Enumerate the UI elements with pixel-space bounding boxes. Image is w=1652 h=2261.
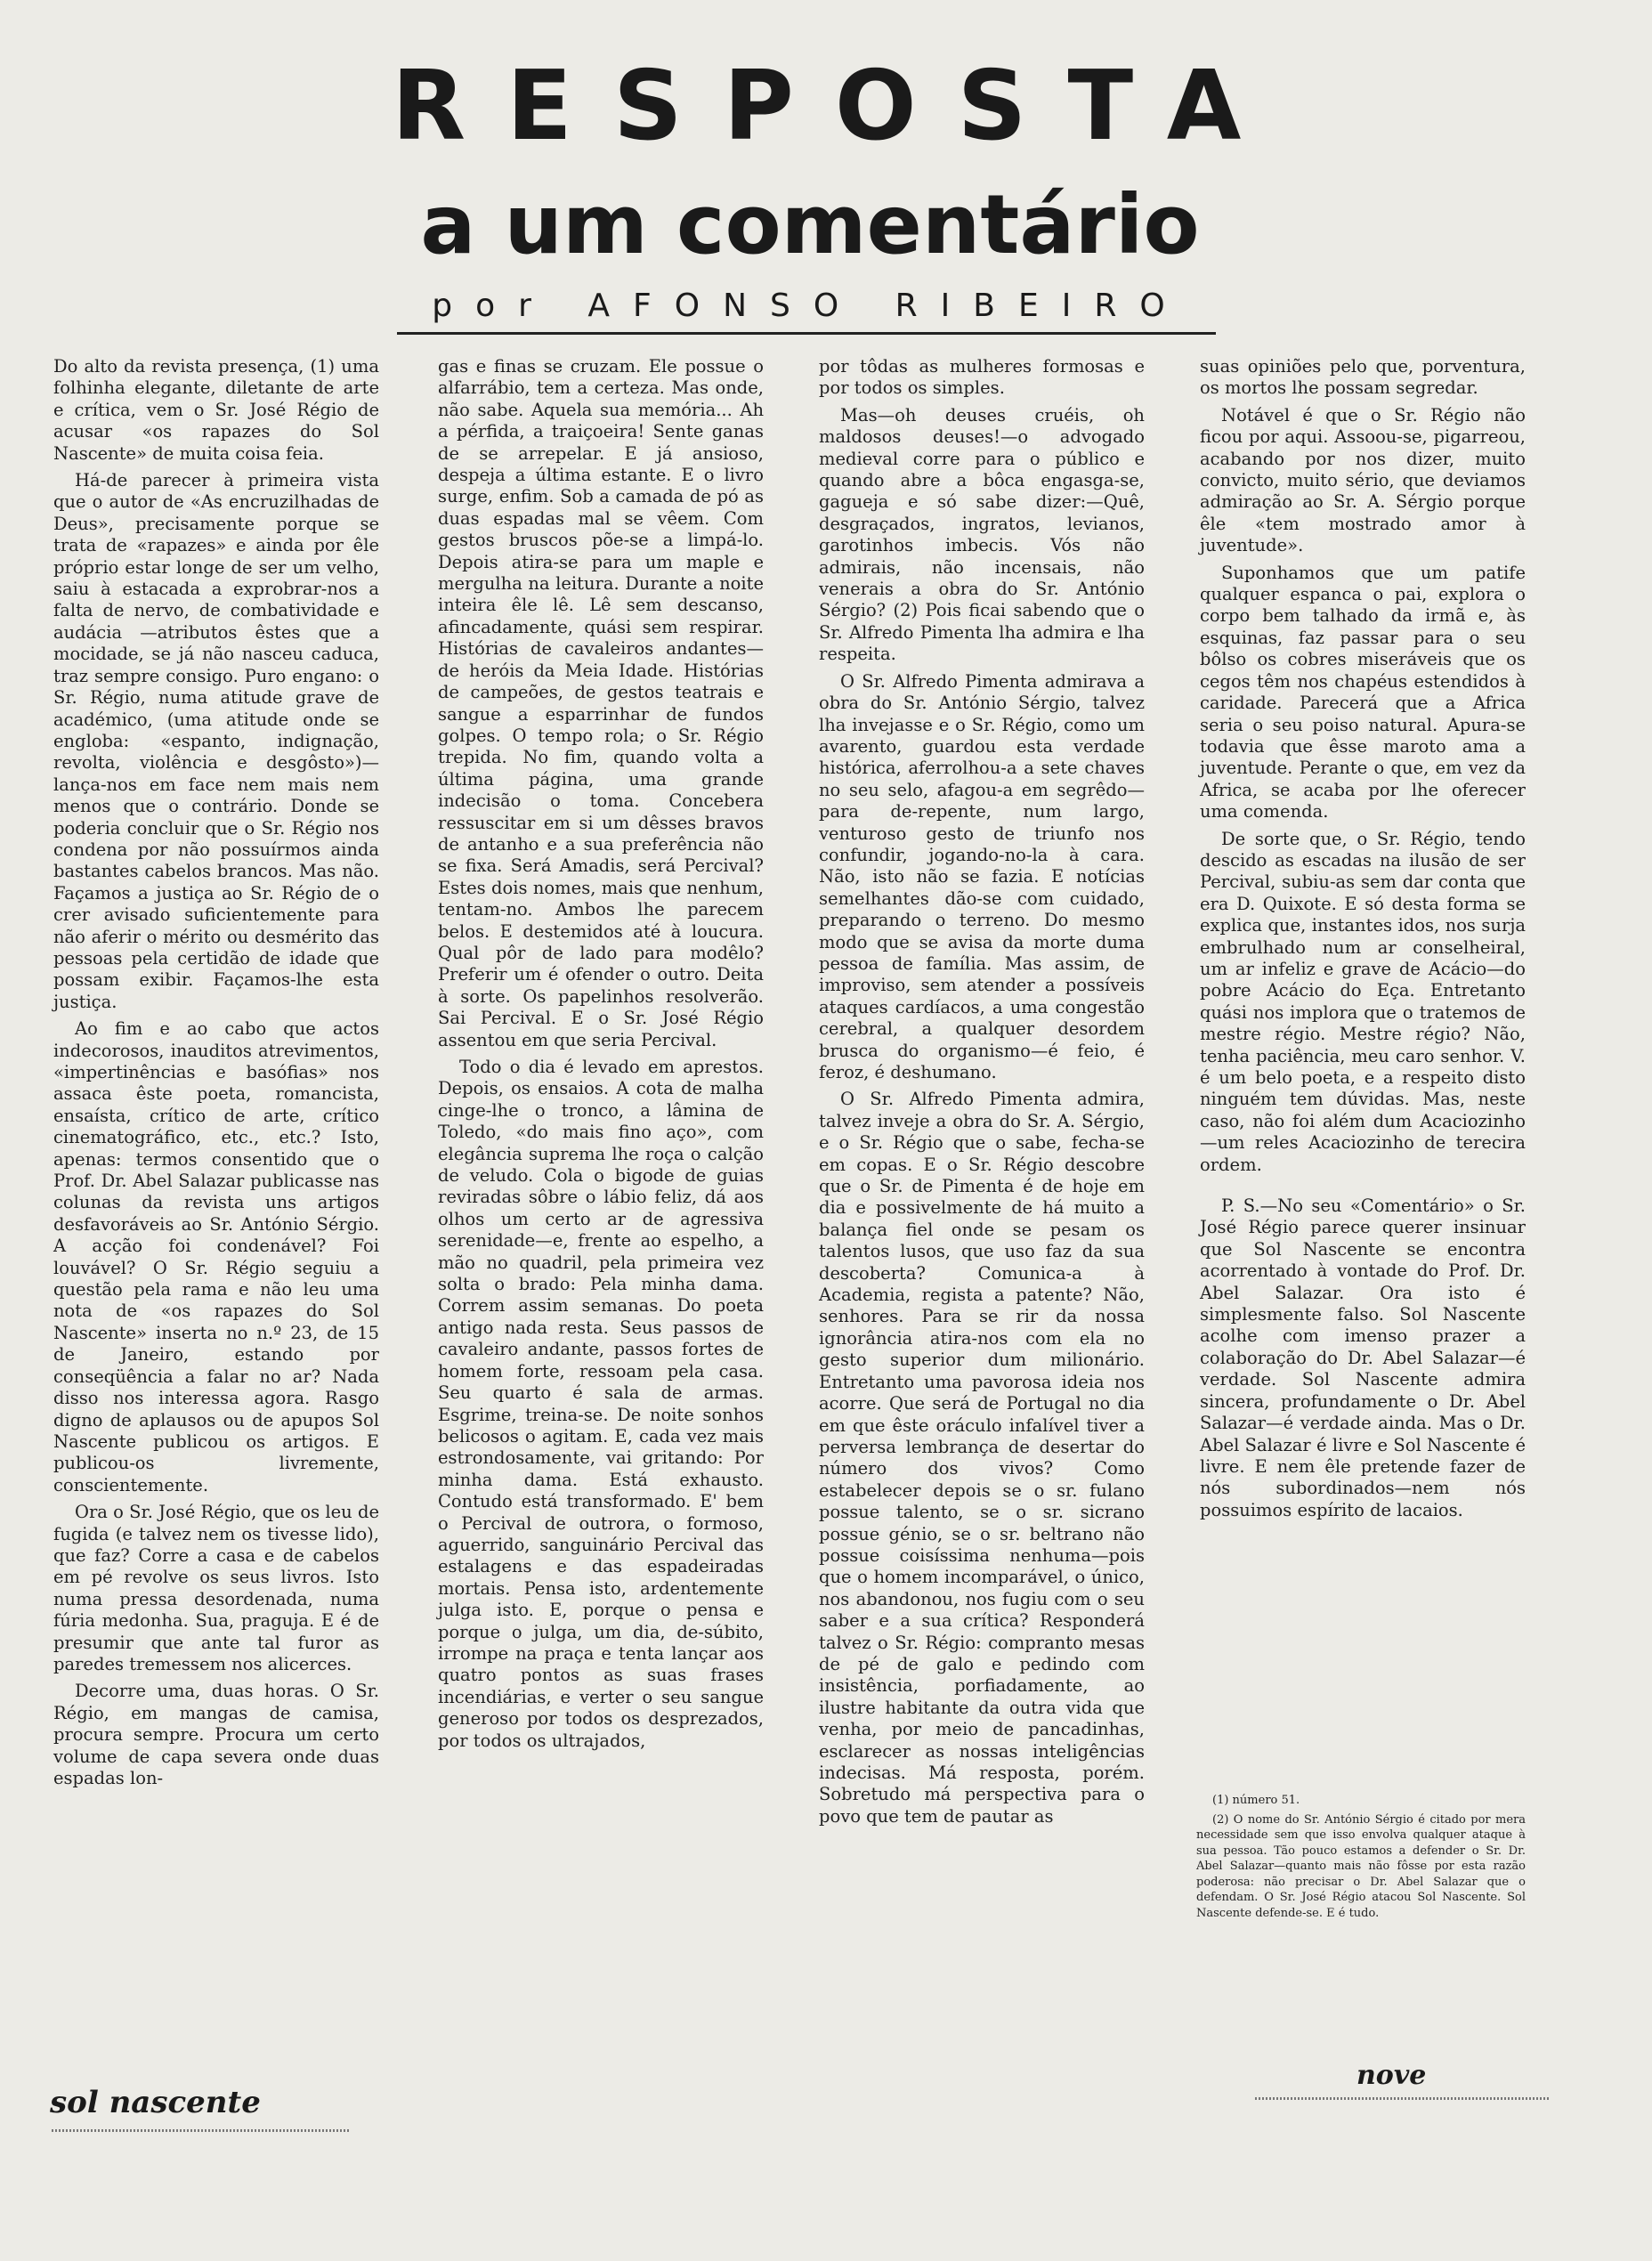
byline-underline <box>397 332 1216 335</box>
paragraph: Suponhamos que um patife qualquer espanca o pai, explora o corpo bem talhado da irmã e, às esquinas, faz passar para o seu bôlso os cobres miseráveis que os cegos têm nos chapéus estendidos à caridade. Parecerá que a Africa seria o seu poiso natural. Apura-se todavia que êsse maroto ama a juventude. Perante o que, em vez da Africa, se acaba por lhe oferecer uma comenda. <box>1200 562 1526 823</box>
paragraph: Todo o dia é levado em aprestos. Depois, os ensaios. A cota de malha cinge-lhe o tronco, a lâmina de Toledo, «do mais fino aço», com elegância suprema lhe roça o calção de veludo. Cola o bigode de guias reviradas sôbre o lábio feliz, dá aos olhos um certo ar de agressiva serenidade—e, frente ao espelho, a mão no quadril, pela primeira vez solta o brado: Pela minha dama. Correm assim semanas. Do poeta antigo nada resta. Seus passos de cavaleiro andante, passos fortes de homem forte, ressoam pela casa. Seu quarto é sala de armas. Esgrime, treina-se. De noite sonhos belicosos o agitam. E, cada vez mais estrondosamente, vai gritando: Por minha dama. Está exhausto. Contudo está transformado. E' bem o Percival de outrora, o formoso, aguerrido, sanguinário Percival das estalagens e das espadeiradas mortais. Pensa isto, ardentemente julga isto. E, porque o pensa e porque o julga, um dia, de-súbito, irrompe na praça e tenta lançar aos quatro pontos as suas frases incendiárias, e verter o seu sangue generoso por todos os desprezados, por todos os ultrajados, <box>438 1057 764 1751</box>
postscript: P. S.—No seu «Comentário» o Sr. José Régio parece querer insinuar que Sol Nascente se encontra acorrentado à vontade do Prof. Dr. Abel Salazar. Ora isto é simplesmente falso. Sol Nascente acolhe com imenso prazer a colaboração do Dr. Abel Salazar—é verdade. Sol Nascente admira sincera, profundamente o Dr. Abel Salazar—é verdade ainda. Mas o Dr. Abel Salazar é livre e Sol Nascente é livre. E nem êle pretende fazer de nós subordinados—nem nós possuimos espírito de lacaios. <box>1200 1195 1526 1520</box>
article-subtitle: a um comentário <box>420 177 1200 272</box>
paragraph: por tôdas as mulheres formosas e por todos os simples. <box>819 356 1145 399</box>
text-column-2 <box>438 356 764 1757</box>
paragraph: O Sr. Alfredo Pimenta admirava a obra do Sr. António Sérgio, talvez lha invejasse e o Sr. Régio, como um avarento, guardou esta verdade histórica, aferrolhou-a a sete chaves no seu selo, afagou-a em segrêdo—para de-repente, num largo, venturoso gesto de triunfo nos confundir, jogando-no-la à cara. Não, isto não se fazia. E notícias semelhantes dão-se com cuidado, preparando o terreno. Do mesmo modo que se avisa da morte duma pessoa de família. Mas assim, de improviso, sem atender a possíveis ataques cardíacos, a uma congestão cerebral, a qualquer desordem brusca do organismo—é feio, é feroz, é deshumano. <box>819 670 1145 1082</box>
paragraph: Ora o Sr. José Régio, que os leu de fugida (e talvez nem os tivesse lido), que faz? Corre a casa e de cabelos em pé revolve os seus livros. Isto numa pressa desordenada, numa fúria medonha. Sua, praguja. E é de presumir que ante tal furor as paredes tremessem nos alicerces. <box>53 1502 379 1674</box>
text-column-3 <box>819 356 1145 1833</box>
paragraph: De sorte que, o Sr. Régio, tendo descido as escadas na ilusão de ser Percival, subiu-as sem dar conta que era D. Quixote. E só desta forma se explica que, instantes idos, nos surja embrulhado num ar conselheiral, um ar infeliz e grave de Acácio—do pobre Acácio do Eça. Entretanto quási nos implora que o tratemos de mestre régio. Mestre régio? Não, tenha paciência, meu caro senhor. V. é um belo poeta, e a respeito disto ninguém tem dúvidas. Mas, neste caso, não foi além dum Acaciozinho—um reles Acaciozinho de terecira ordem. <box>1200 828 1526 1175</box>
paragraph: Mas—oh deuses cruéis, oh maldosos deuses!—o advogado medieval corre para o público e quando abre a bôca engasga-se, gagueja e só sabe dizer:—Quê, desgraçados, ingratos, levianos, garotinhos imbecis. Vós não admirais, não incensais, não venerais a obra do Sr. António Sérgio? (2) Pois ficai sabendo que o Sr. Alfredo Pimenta lha admira e lha respeita. <box>819 404 1145 665</box>
footer-page-number: nove <box>1356 2060 1427 2091</box>
text-column-4 <box>1200 356 1526 1527</box>
author-byline: por AFONSO RIBEIRO <box>432 288 1188 324</box>
footnote: (1) número 51. <box>1212 1794 1300 1807</box>
footnotes <box>1196 1793 1526 1925</box>
paragraph: Do alto da revista presença, (1) uma folhinha elegante, diletante de arte e crítica, vem o Sr. José Régio de acusar «os rapazes do Sol Nascente» de muita coisa feia. <box>53 356 379 464</box>
footer-rule-right <box>1255 2097 1549 2100</box>
article-title: RESPOSTA <box>392 51 1283 162</box>
paragraph: Notável é que o Sr. Régio não ficou por aqui. Assoou-se, pigarreou, acabando por nos dizer, muito convicto, muito sério, que deviamos admiração ao Sr. A. Sérgio porque êle «tem mostrado amor à juventude». <box>1200 404 1526 556</box>
paragraph: gas e finas se cruzam. Ele possue o alfarrábio, tem a certeza. Mas onde, não sabe. Aquela sua memória... Ah a pérfida, a traiçoeira! Sente ganas de se arrepelar. E já ansioso, despeja a última estante. E o livro surge, enfim. Sob a camada de pó as duas espadas mal se vêem. Com gestos bruscos põe-se a limpá-lo. Depois atira-se para um maple e mergulha na leitura. Durante a noite inteira êle lê. Lê sem descanso, afincadamente, quási sem respirar. Histórias de cavaleiros andantes—de heróis da Meia Idade. Histórias de campeões, de gestos teatrais e sangue a esparrinhar de fundos golpes. O tempo rola; o Sr. Régio trepida. No fim, quando volta a última página, uma grande indecisão o toma. Concebera ressuscitar em si um dêsses bravos de antanho e a sua preferência não se fixa. Será Amadis, será Percival? Estes dois nomes, mais que nenhum, tentam-no. Ambos lhe parecem belos. E destemidos até à loucura. Qual pôr de lado para modêlo? Preferir um é ofender o outro. Deita à sorte. Os papelinhos resolverão. Sai Percival. E o Sr. José Régio assentou em que seria Percival. <box>438 356 764 1050</box>
text-column-1 <box>53 356 379 1795</box>
paragraph: Ao fim e ao cabo que actos indecorosos, inauditos atrevimentos, «impertinências e basófias» nos assaca êste poeta, romancista, ensaísta, crítico de arte, crítico cinematográfico, etc., etc.? Isto, apenas: termos consentido que o Prof. Dr. Abel Salazar publicasse nas colunas da revista uns artigos desfavoráveis ao Sr. António Sérgio. A acção foi condenável? Foi louvável? O Sr. Régio seguiu a questão pela rama e não leu uma nota de «os rapazes do Sol Nascente» inserta no n.º 23, de 15 de Janeiro, estando por conseqüência a falar no ar? Nada disso nos interessa agora. Rasgo digno de aplausos ou de apupos Sol Nascente publicou os artigos. E publicou-os livremente, conscientemente. <box>53 1018 379 1495</box>
footnote: (2) O nome do Sr. António Sérgio é citado por mera necessidade sem que isso envolva qualquer ataque à sua pessoa. Tão pouco estamos a defender o Sr. Dr. Abel Salazar—quanto mais não fôsse por esta razão poderosa: não precisar o Dr. Abel Salazar que o defendam. O Sr. José Régio atacou Sol Nascente. Sol Nascente defende-se. E é tudo. <box>1196 1812 1526 1920</box>
footer-rule-left <box>52 2129 351 2132</box>
paragraph: Há-de parecer à primeira vista que o autor de «As encruzilhadas de Deus», precisamente porque se trata de «rapazes» e ainda por êle próprio estar longe de ser um velho, saiu à estacada a exprobrar-nos a falta de nervo, de combatividade e audácia —atributos êstes que a mocidade, se já não nasceu caduca, traz sempre consigo. Puro engano: o Sr. Régio, numa atitude grave de académico, (uma atitude onde se engloba: «espanto, indignação, revolta, violência e desgôsto»)—lança-nos em face nem mais nem menos que o contrário. Donde se poderia concluir que o Sr. Régio nos condena por não possuírmos ainda bastantes cabelos brancos. Mas não. Façamos a justiça ao Sr. Régio de o crer avisado suficientemente para não aferir o mérito ou desmérito das pessoas pela certidão de idade que possam exibir. Façamos-lhe esta justiça. <box>53 470 379 1012</box>
paragraph: O Sr. Alfredo Pimenta admira, talvez inveje a obra do Sr. A. Sérgio, e o Sr. Régio que o sabe, fecha-se em copas. E o Sr. Régio descobre que o Sr. de Pimenta é de hoje em dia e possivelmente de há muito a balança fiel onde se pesam os talentos lusos, que uso faz da sua descoberta? Comunica-a à Academia, regista a patente? Não, senhores. Para se rir da nossa ignorância atira-nos com ela no gesto superior dum milionário. Entretanto uma pavorosa ideia nos acorre. Que será de Portugal no dia em que êste oráculo infalível tiver a perversa lembrança de desertar do número dos vivos? Como estabelecer depois se o sr. fulano possue talento, se o sr. sicrano possue génio, se o sr. beltrano não possue coisíssima nenhuma—pois que o homem incomparável, o único, nos abandonou, nos fugiu com o seu saber e a sua crítica? Responderá talvez o Sr. Régio: compranto mesas de pé de galo e pedindo com insistência, porfiadamente, ao ilustre habitante da outra vida que venha, por meio de pancadinhas, esclarecer as nossas inteligências indecisas. Má resposta, porém. Sobretudo má perspectiva para o povo que tem de pautar as <box>819 1089 1145 1827</box>
paragraph: Decorre uma, duas horas. O Sr. Régio, em mangas de camisa, procura sempre. Procura um certo volume de capa severa onde duas espadas lon- <box>53 1681 379 1788</box>
paragraph: suas opiniões pelo que, porventura, os mortos lhe possam segredar. <box>1200 356 1526 399</box>
footer-publication-name: sol nascente <box>50 2085 261 2120</box>
